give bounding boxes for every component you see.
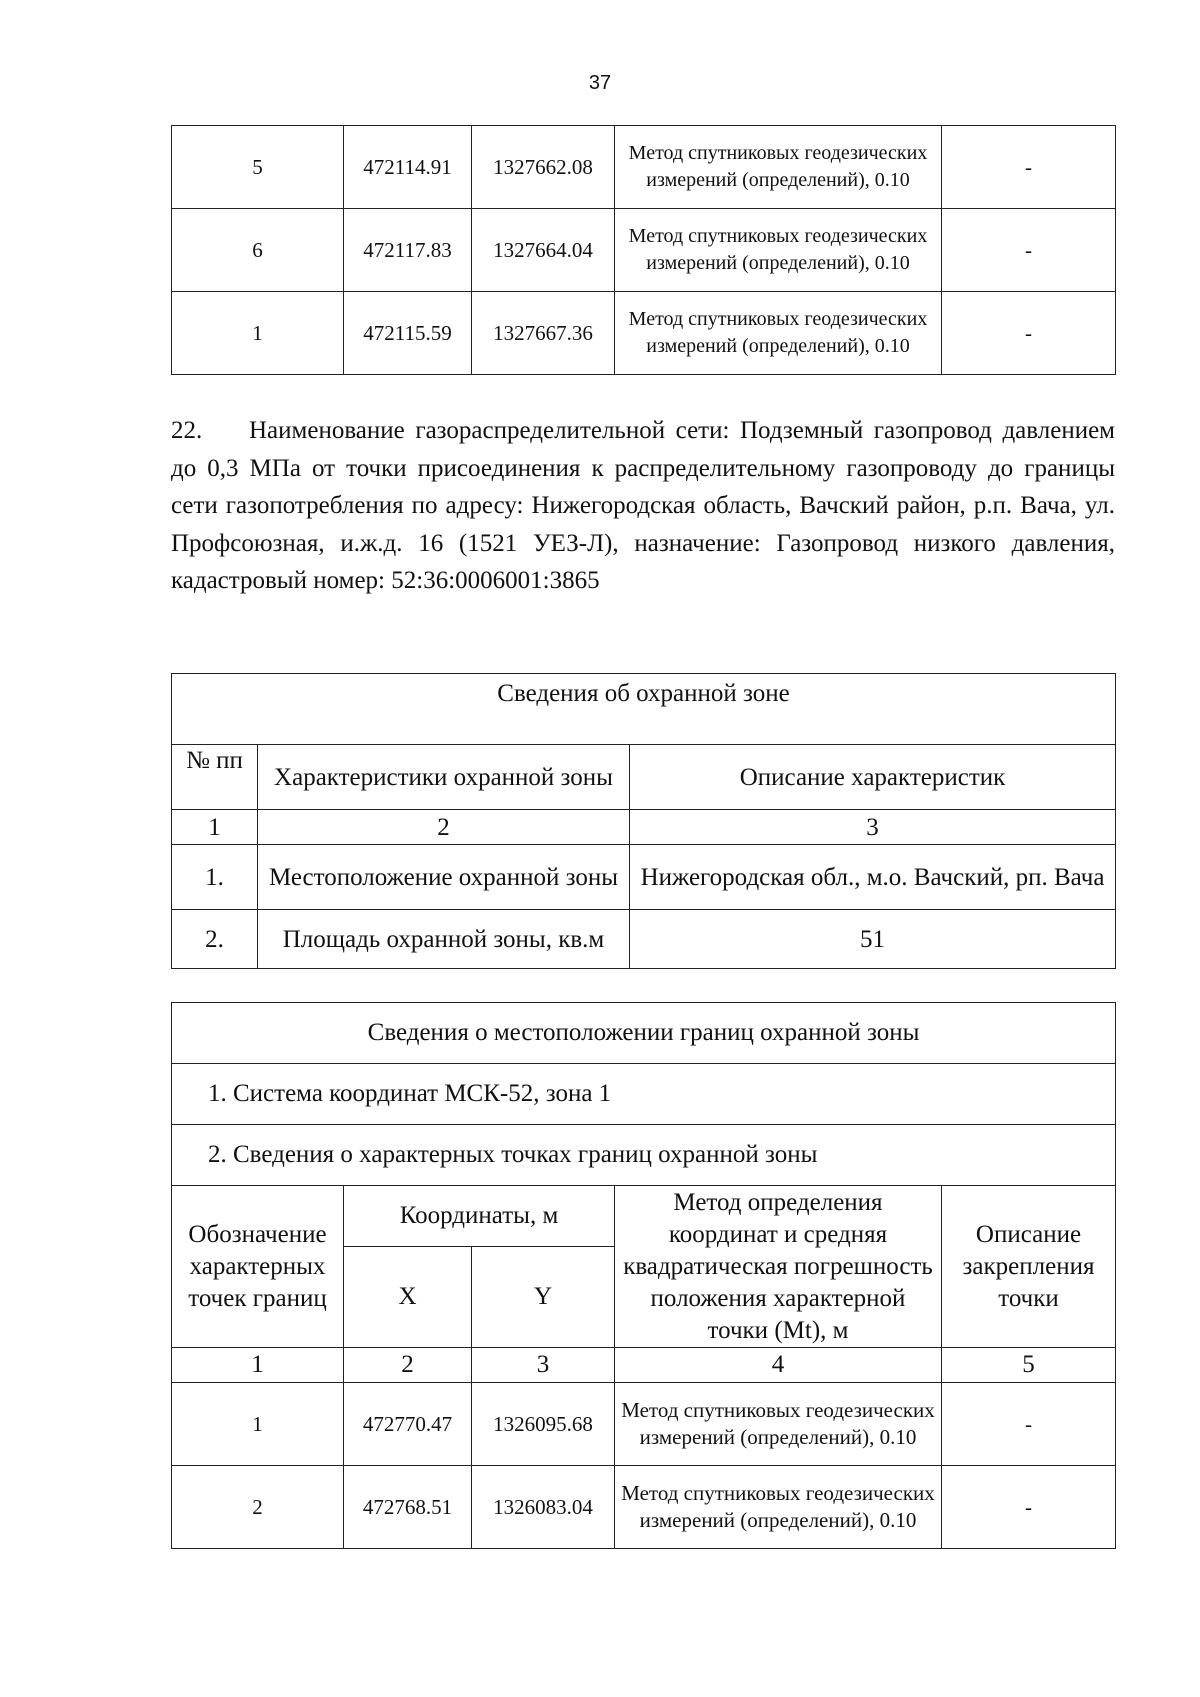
method-cell: Метод спутниковых геодезических измерений (определений), 0.10 [615,126,942,209]
x-cell: 472768.51 [344,1466,472,1549]
y-cell: 1327662.08 [472,126,615,209]
header-fix: Описание закрепления точки [942,1186,1116,1348]
fix-cell: - [942,1383,1116,1466]
row-value: 51 [630,910,1116,969]
index-cell: 3 [472,1348,615,1383]
fix-cell: - [942,1466,1116,1549]
row-value: Нижегородская обл., м.о. Вачский, рп. Вача [630,845,1116,910]
row-name: Местоположение охранной зоны [258,845,630,910]
header-characteristics: Характеристики охранной зоны [258,745,630,810]
point-cell: 5 [172,126,344,209]
y-cell: 1327664.04 [472,209,615,292]
y-cell: 1327667.36 [472,292,615,375]
point-cell: 1 [172,292,344,375]
header-method: Метод определения координат и средняя квадратическая погрешность положения характерной точки (Mt), м [615,1186,942,1348]
table-row [172,1383,1116,1466]
method-cell: Метод спутниковых геодезических измерений (определений), 0.10 [615,1383,942,1466]
index-row [172,1348,1116,1383]
x-cell: 472115.59 [344,292,472,375]
index-cell: 2 [344,1348,472,1383]
header-description: Описание характеристик [630,745,1116,810]
table-title-row [172,1003,1116,1064]
table-row [172,292,1116,375]
boundary-table [171,1002,1116,1549]
row-number: 2. [172,910,258,969]
index-row [172,810,1116,845]
points-title-row [172,1125,1116,1186]
table-row [172,1466,1116,1549]
table-row [172,209,1116,292]
header-y: Y [472,1247,615,1348]
header-x: X [344,1247,472,1348]
table-header-row [172,745,1116,810]
page-number: 37 [588,72,612,94]
index-cell: 4 [615,1348,942,1383]
zone-info-title: Сведения об охранной зоне [172,674,1116,745]
method-cell: Метод спутниковых геодезических измерений (определений), 0.10 [615,1466,942,1549]
header-number: № пп [172,745,258,810]
table-title-row [172,674,1116,745]
point-cell: 2 [172,1466,344,1549]
fix-cell: - [942,126,1116,209]
coordinates-table-continued [171,125,1116,375]
table-header-row [172,1186,1116,1247]
header-coords: Координаты, м [344,1186,615,1247]
method-cell: Метод спутниковых геодезических измерений (определений), 0.10 [615,209,942,292]
y-cell: 1326083.04 [472,1466,615,1549]
index-cell: 1 [172,1348,344,1383]
points-title: 2. Сведения о характерных точках границ охранной зоны [172,1125,1116,1186]
x-cell: 472770.47 [344,1383,472,1466]
x-cell: 472114.91 [344,126,472,209]
coord-system-row [172,1064,1116,1125]
boundary-title: Сведения о местоположении границ охранной зоны [172,1003,1116,1064]
point-cell: 1 [172,1383,344,1466]
point-cell: 6 [172,209,344,292]
header-point: Обозначение характерных точек границ [172,1186,344,1348]
zone-info-table [171,673,1116,969]
y-cell: 1326095.68 [472,1383,615,1466]
fix-cell: - [942,209,1116,292]
table-row [172,126,1116,209]
section-paragraph [171,412,1115,600]
index-cell: 2 [258,810,630,845]
table-row [172,910,1116,969]
x-cell: 472117.83 [344,209,472,292]
index-cell: 1 [172,810,258,845]
table-row [172,845,1116,910]
row-name: Площадь охранной зоны, кв.м [258,910,630,969]
row-number: 1. [172,845,258,910]
section-text: Наименование газораспределительной сети: Подземный газопровод давлением до 0,3 МПа от точки присоединения к распределительному газопроводу до границы сети газопотребления по адресу: Нижегородская область, Вачский район, р.п. Вача, ул. Профсоюзная, и.ж.д. 16 (1521 УЕЗ-Л), назначение: Газопровод низкого давления, кадастровый номер: 52:36:0006001:3865 [171,417,1115,594]
index-cell: 5 [942,1348,1116,1383]
section-number: 22. [171,417,203,444]
index-cell: 3 [630,810,1116,845]
coord-system: 1. Система координат МСК-52, зона 1 [172,1064,1116,1125]
fix-cell: - [942,292,1116,375]
method-cell: Метод спутниковых геодезических измерений (определений), 0.10 [615,292,942,375]
